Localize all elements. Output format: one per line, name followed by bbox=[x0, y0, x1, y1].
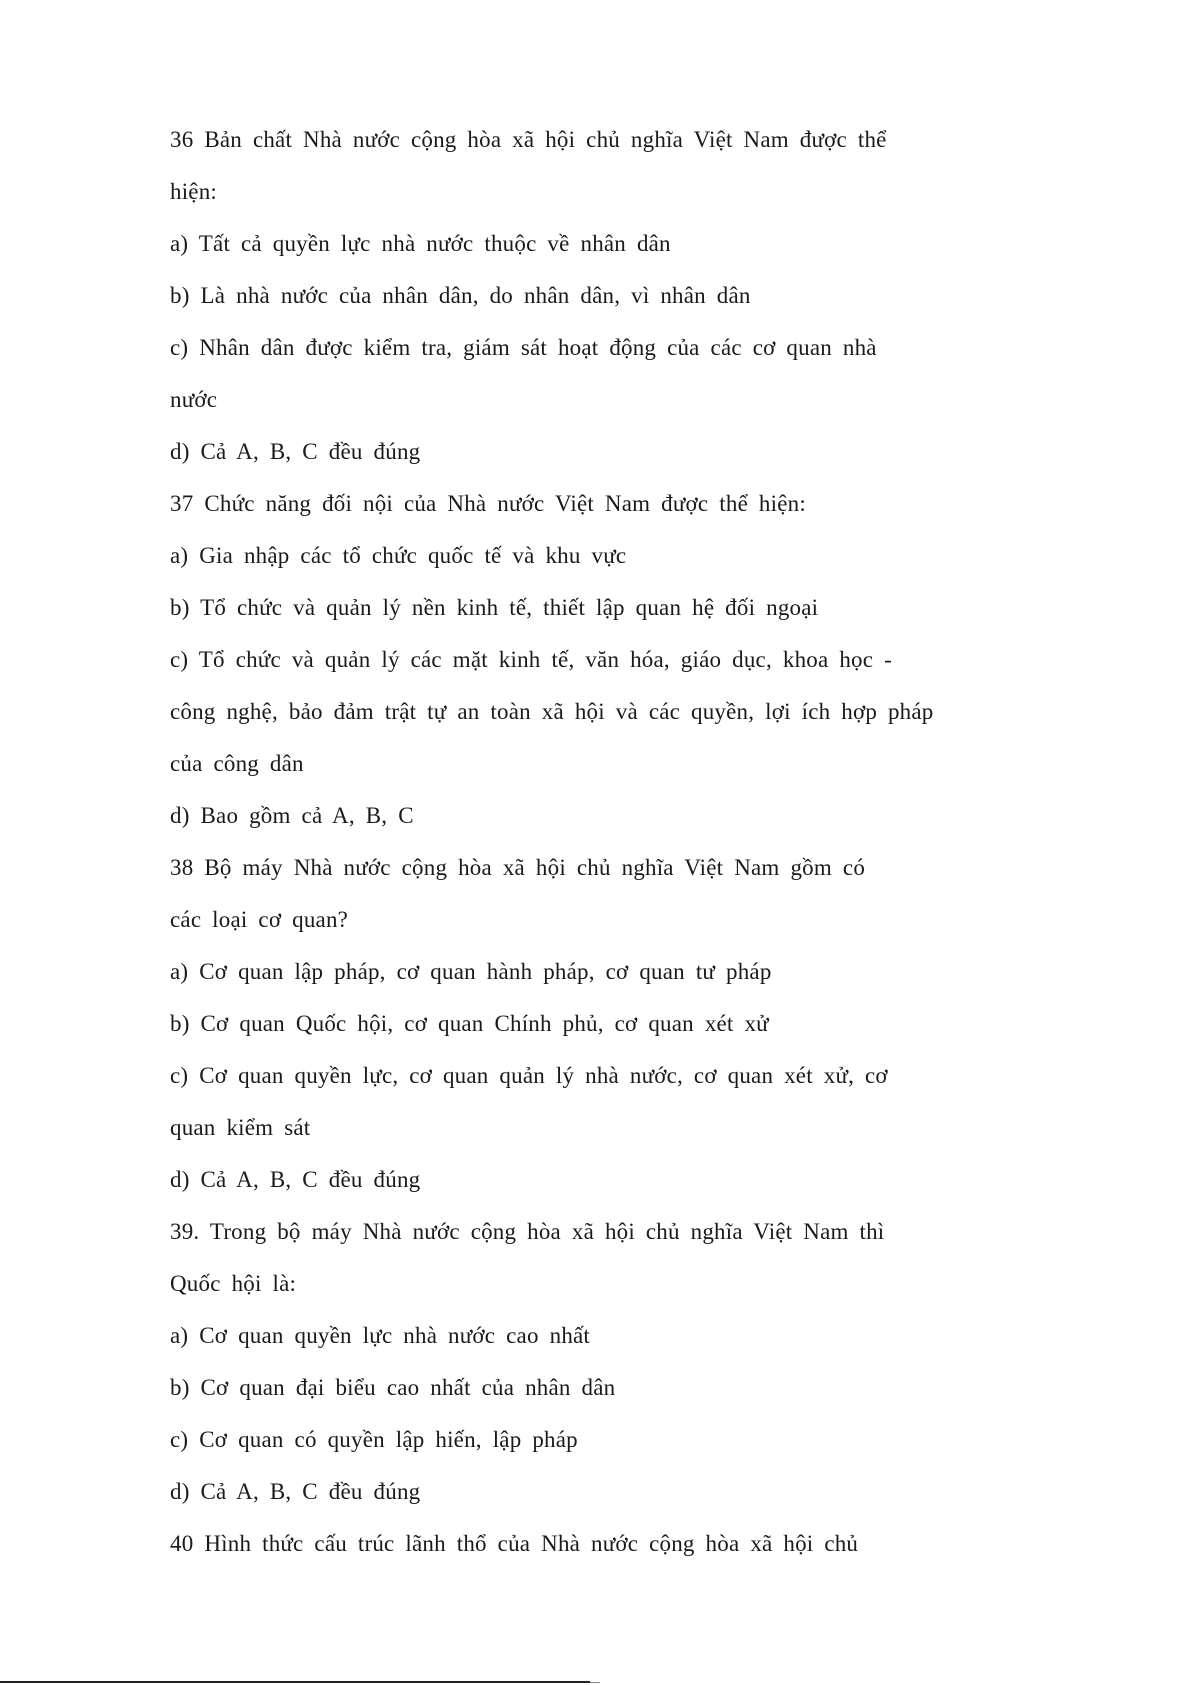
question-39-option-d: d) Cả A, B, C đều đúng bbox=[170, 1479, 421, 1504]
question-38-text: 38 Bộ máy Nhà nước cộng hòa xã hội chủ nghĩa Việt Nam gồm có bbox=[170, 855, 866, 880]
question-37-option-c: c) Tổ chức và quản lý các mặt kinh tế, văn hóa, giáo dục, khoa học - bbox=[170, 647, 892, 672]
question-36-text-continued: hiện: bbox=[170, 179, 217, 204]
question-36-option-a: a) Tất cả quyền lực nhà nước thuộc về nhân dân bbox=[170, 231, 671, 256]
question-38-option-c: c) Cơ quan quyền lực, cơ quan quản lý nhà nước, cơ quan xét xử, cơ bbox=[170, 1063, 888, 1088]
question-39-option-c: c) Cơ quan có quyền lập hiến, lập pháp bbox=[170, 1427, 578, 1452]
question-36-text: 36 Bản chất Nhà nước cộng hòa xã hội chủ nghĩa Việt Nam được thể bbox=[170, 127, 887, 152]
question-38-text-continued: các loại cơ quan? bbox=[170, 907, 349, 932]
page-bottom-rule bbox=[0, 1681, 590, 1683]
question-39-text: 39. Trong bộ máy Nhà nước cộng hòa xã hội chủ nghĩa Việt Nam thì bbox=[170, 1219, 885, 1244]
question-36-option-b: b) Là nhà nước của nhân dân, do nhân dân, vì nhân dân bbox=[170, 283, 751, 308]
question-38-option-a: a) Cơ quan lập pháp, cơ quan hành pháp, cơ quan tư pháp bbox=[170, 959, 772, 984]
question-39-text-continued: Quốc hội là: bbox=[170, 1271, 297, 1296]
question-36-option-c-continued: nước bbox=[170, 387, 218, 412]
question-38-option-d: d) Cả A, B, C đều đúng bbox=[170, 1167, 421, 1192]
question-37-option-d: d) Bao gồm cả A, B, C bbox=[170, 803, 414, 828]
question-39-option-a: a) Cơ quan quyền lực nhà nước cao nhất bbox=[170, 1323, 591, 1348]
question-36-option-c: c) Nhân dân được kiểm tra, giám sát hoạt động của các cơ quan nhà bbox=[170, 335, 877, 360]
question-37-option-c-continued: công nghệ, bảo đảm trật tự an toàn xã hội và các quyền, lợi ích hợp pháp bbox=[170, 699, 934, 724]
question-36-option-d: d) Cả A, B, C đều đúng bbox=[170, 439, 421, 464]
question-37-text: 37 Chức năng đối nội của Nhà nước Việt Nam được thể hiện: bbox=[170, 491, 806, 516]
question-38-option-c-continued: quan kiểm sát bbox=[170, 1115, 311, 1140]
question-39-option-b: b) Cơ quan đại biểu cao nhất của nhân dân bbox=[170, 1375, 616, 1400]
question-37-option-b: b) Tổ chức và quản lý nền kinh tế, thiết lập quan hệ đối ngoại bbox=[170, 595, 819, 620]
document-body bbox=[170, 114, 1000, 1570]
question-38-option-b: b) Cơ quan Quốc hội, cơ quan Chính phủ, cơ quan xét xử bbox=[170, 1011, 769, 1036]
question-37-option-c-continued-2: của công dân bbox=[170, 751, 304, 776]
question-40-text: 40 Hình thức cấu trúc lãnh thổ của Nhà nước cộng hòa xã hội chủ bbox=[170, 1531, 859, 1556]
question-37-option-a: a) Gia nhập các tổ chức quốc tế và khu vực bbox=[170, 543, 627, 568]
page-bottom-rule-tail bbox=[590, 1682, 600, 1683]
